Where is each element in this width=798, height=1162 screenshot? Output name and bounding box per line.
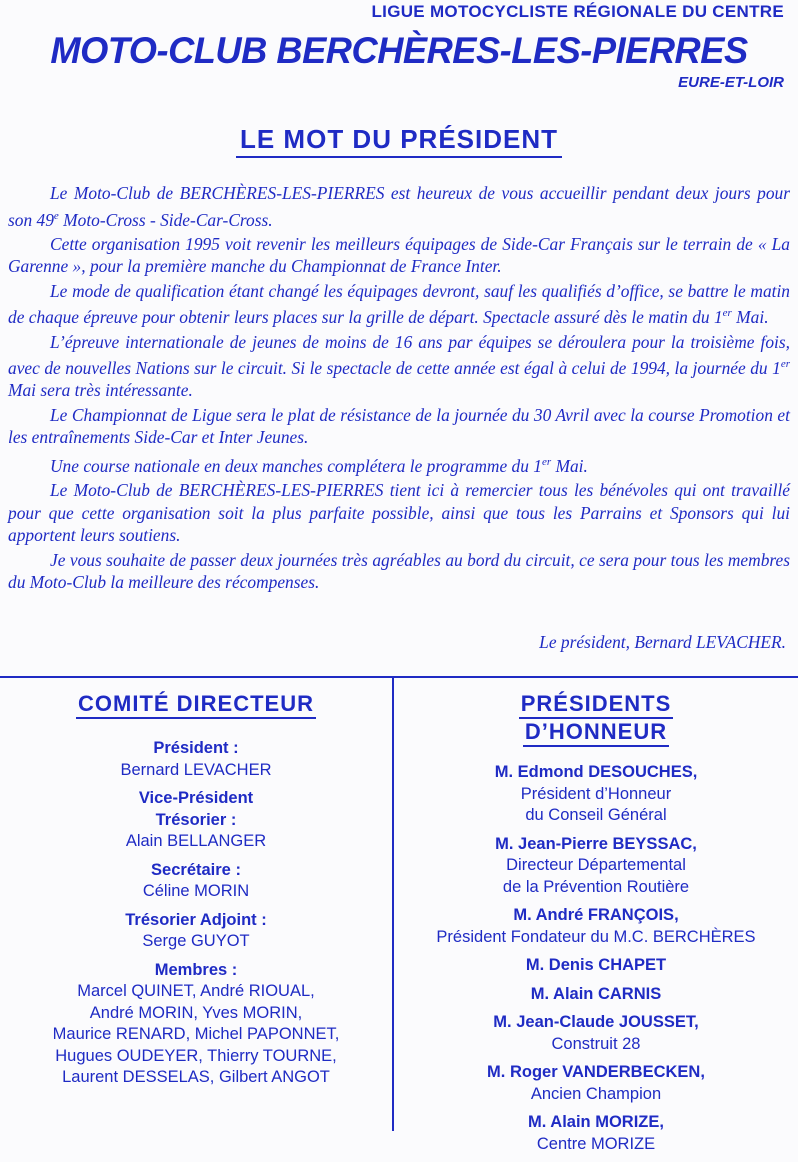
honorary-entry [394, 955, 798, 977]
committee-member: Serge GUYOT [142, 932, 250, 950]
committee-role: Membres : [154, 960, 238, 979]
honorary-name: M. Denis CHAPET [525, 956, 667, 974]
honorary-title-line1: PRÉSIDENTS [519, 691, 674, 719]
honorary-name: M. André FRANÇOIS, [513, 906, 679, 924]
club-title: MOTO-CLUB BERCHÈRES-LES-PIERRES [50, 30, 748, 71]
committee-group [0, 960, 392, 1089]
committee-member: Hugues OUDEYER, Thierry TOURNE, [55, 1046, 337, 1065]
committee-member: Laurent DESSELAS, Gilbert ANGOT [62, 1068, 330, 1086]
honorary-title-line: du Conseil Général [525, 806, 667, 824]
honorary-title-line: de la Prévention Routière [502, 877, 690, 896]
committee-list [0, 738, 392, 1096]
president-message-title [0, 124, 798, 155]
honorary-entry [394, 984, 798, 1006]
honorary-entry [394, 1112, 798, 1155]
message-paragraph: Une course nationale en deux manches complétera le programme du 1er Mai. [50, 455, 588, 476]
honorary-title-line: Président Fondateur du M.C. BERCHÈRES [436, 927, 756, 946]
horizontal-divider [0, 676, 798, 678]
honorary-name: M. Alain CARNIS [530, 984, 662, 1003]
committee-role: Président : [153, 739, 239, 757]
committee-role: Vice-Président Trésorier : [138, 789, 254, 829]
president-message [8, 182, 790, 596]
committee-role: Trésorier Adjoint : [125, 910, 267, 929]
league-name: LIGUE MOTOCYCLISTE RÉGIONALE DU CENTRE [371, 2, 784, 21]
president-message-title-text: LE MOT DU PRÉSIDENT [236, 124, 562, 158]
committee-title-text: COMITÉ DIRECTEUR [76, 691, 316, 719]
message-paragraph: Le Championnat de Ligue sera le plat de résistance de la journée du 30 Avril avec la course Promotion et les entraînements Side-Car et Inter Jeunes. [8, 404, 790, 448]
committee-member: Marcel QUINET, André RIOUAL, [77, 982, 315, 1000]
signature: Le président, Bernard LEVACHER. [539, 632, 786, 652]
message-paragraph: Le Moto-Club de BERCHÈRES-LES-PIERRES tient ici à remercier tous les bénévoles qui ont travaillé pour que cette organisation soit la plus parfaite possible, ainsi que tous les Parrains et Sponsors qui lui apportent leurs soutiens. [8, 480, 790, 546]
committee-role: Secrétaire : [151, 860, 241, 879]
honorary-name: M. Edmond DESOUCHES, [494, 763, 698, 781]
committee-member: Maurice RENARD, Michel PAPONNET, [52, 1025, 340, 1043]
honorary-list [394, 762, 798, 1162]
committee-member: Alain BELLANGER [125, 832, 267, 850]
committee-group [0, 788, 392, 853]
committee-member: Bernard LEVACHER [120, 760, 272, 779]
honorary-title-line: Directeur Départemental [506, 856, 686, 874]
honorary-title-line: Construit 28 [551, 1034, 641, 1053]
honorary-name: M. Roger VANDERBECKEN, [487, 1063, 705, 1081]
honorary-title-line: Centre MORIZE [536, 1134, 656, 1153]
committee-title [0, 691, 392, 717]
honorary-name: M. Jean-Claude JOUSSET, [493, 1013, 699, 1031]
honorary-title-line: Président d’Honneur [520, 784, 672, 803]
honorary-entry [394, 834, 798, 899]
honorary-title [394, 690, 798, 746]
message-paragraph: Je vous souhaite de passer deux journées très agréables au bord du circuit, ce sera pour tous les membres du Moto-Club la meilleure des récompenses. [8, 549, 790, 593]
committee-member: Céline MORIN [142, 882, 250, 900]
honorary-title-line2: D’HONNEUR [523, 719, 669, 747]
honorary-entry [394, 1062, 798, 1105]
committee-group [0, 738, 392, 781]
message-paragraph: L’épreuve internationale de jeunes de moins de 16 ans par équipes se déroulera pour la troisième fois, avec de nouvelles Nations sur le circuit. Si le spectacle de cette année est égal à celui de 1994, la journée du 1er Mai sera très intéressante. [8, 331, 790, 401]
honorary-entry [394, 1012, 798, 1055]
message-paragraph: Cette organisation 1995 voit revenir les meilleurs équipages de Side-Car Français sur le terrain de « La Garenne », pour la première manche du Championnat de France Inter. [8, 233, 790, 277]
honorary-name: M. Jean-Pierre BEYSSAC, [495, 834, 697, 853]
message-paragraph: Le mode de qualification étant changé les équipages devront, sauf les qualifiés d’office, se battre le matin de chaque épreuve pour obtenir leurs places sur la grille de départ. Spectacle assuré dès le matin du 1er Mai. [8, 280, 790, 328]
message-paragraph: Le Moto-Club de BERCHÈRES-LES-PIERRES est heureux de vous accueillir pendant deux jours pour son 49e Moto-Cross - Side-Car-Cross. [8, 183, 790, 230]
department-name: EURE-ET-LOIR [678, 74, 784, 91]
honorary-name: M. Alain MORIZE, [528, 1113, 664, 1131]
honorary-entry [394, 905, 798, 948]
honorary-entry [394, 762, 798, 827]
committee-group [0, 860, 392, 903]
committee-member: André MORIN, Yves MORIN, [89, 1003, 303, 1022]
committee-group [0, 910, 392, 953]
honorary-title-line: Ancien Champion [530, 1084, 662, 1103]
